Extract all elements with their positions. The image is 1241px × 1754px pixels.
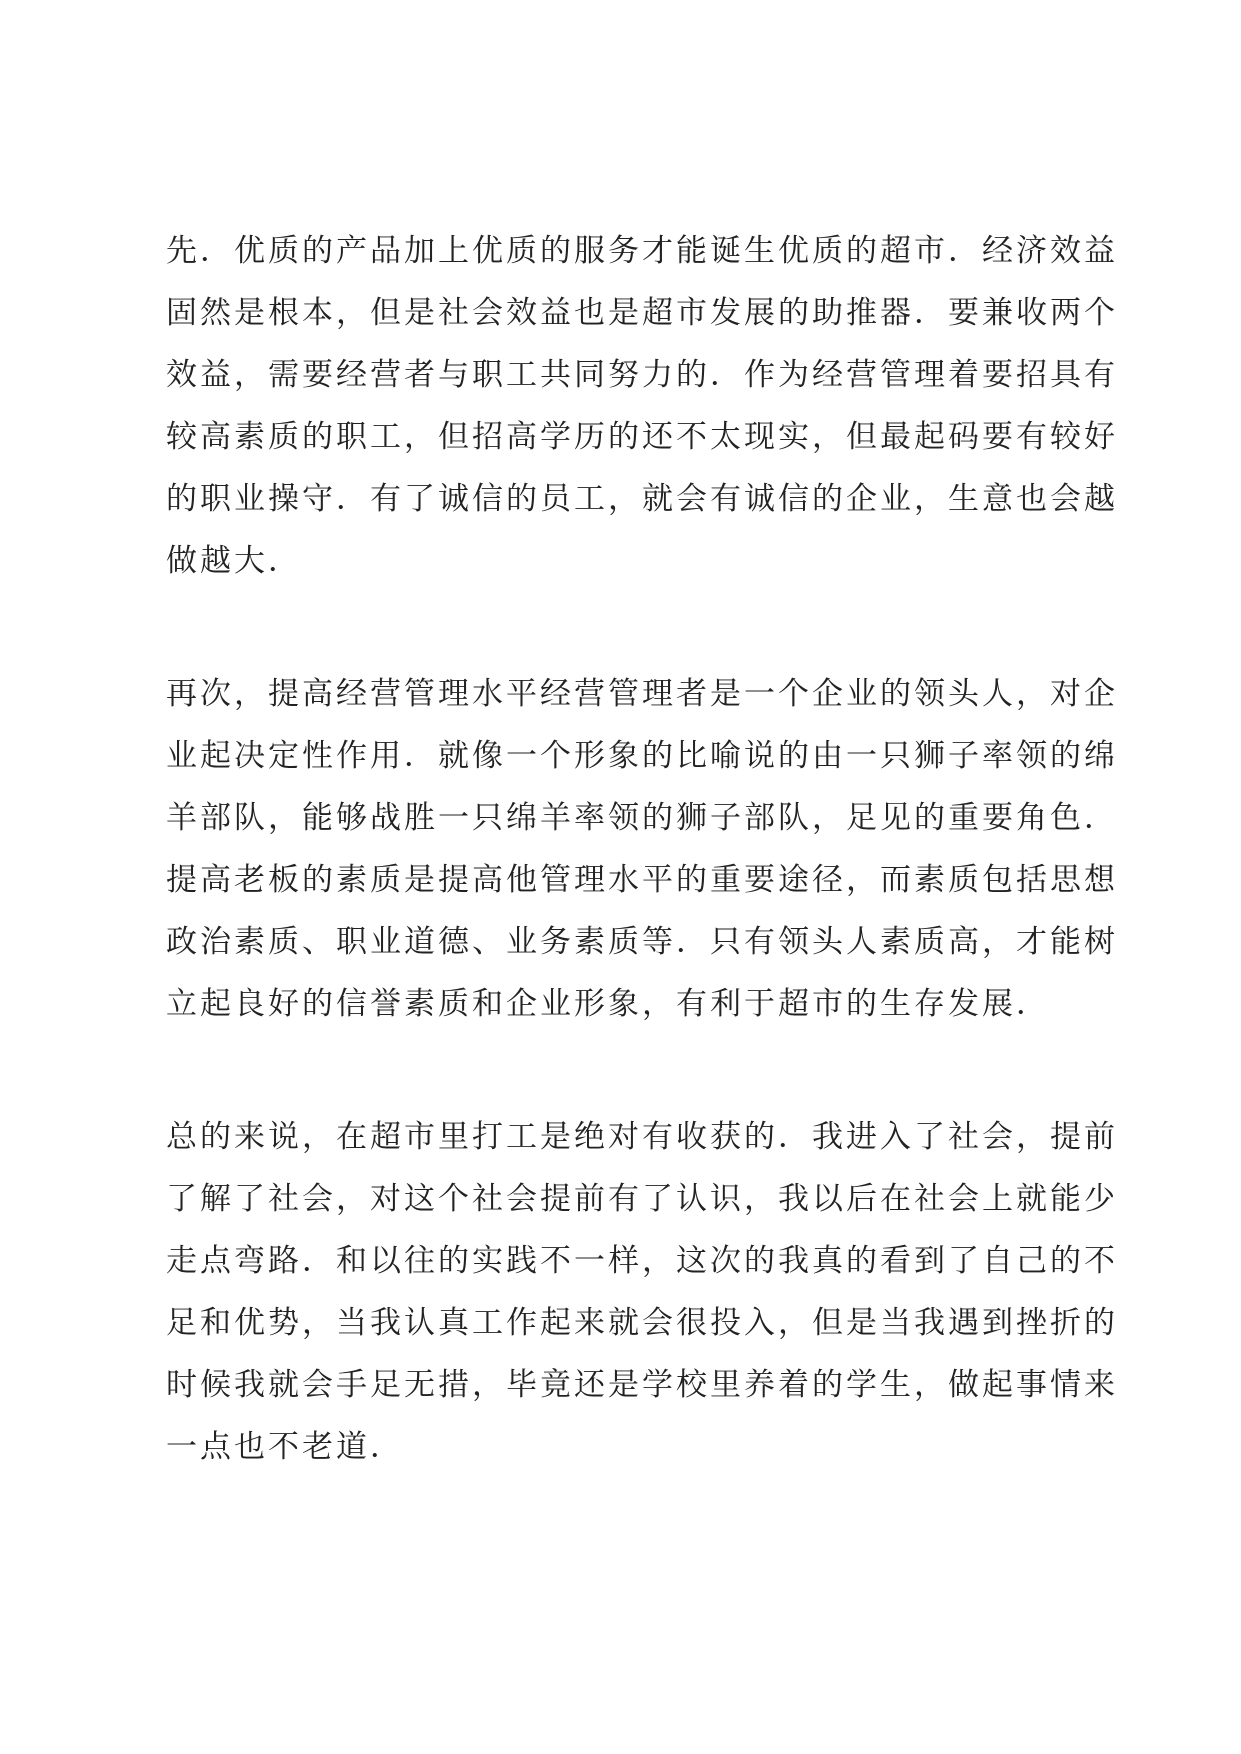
text-line: 做越大． <box>166 543 302 579</box>
text-line: 走点弯路．和以往的实践不一样，这次的我真的看到了自己的不 <box>166 1243 1118 1279</box>
text-line: 足和优势，当我认真工作起来就会很投入，但是当我遇到挫折的 <box>166 1305 1118 1341</box>
text-line: 的职业操守．有了诚信的员工，就会有诚信的企业，生意也会越 <box>166 481 1118 517</box>
text-line: 政治素质、职业道德、业务素质等．只有领头人素质高，才能树 <box>166 924 1118 960</box>
text-line: 较高素质的职工，但招高学历的还不太现实，但最起码要有较好 <box>166 419 1118 455</box>
text-line: 立起良好的信誉素质和企业形象，有利于超市的生存发展． <box>166 986 1050 1022</box>
text-line: 总的来说，在超市里打工是绝对有收获的．我进入了社会，提前 <box>166 1119 1118 1155</box>
text-line: 业起决定性作用．就像一个形象的比喻说的由一只狮子率领的绵 <box>166 738 1118 774</box>
paragraph-conclusion <box>166 1106 1118 1478</box>
text-line: 提高老板的素质是提高他管理水平的重要途径，而素质包括思想 <box>166 862 1118 898</box>
text-line: 效益，需要经营者与职工共同努力的．作为经营管理着要招具有 <box>166 357 1118 393</box>
text-line: 一点也不老道． <box>166 1429 404 1465</box>
text-line: 固然是根本，但是社会效益也是超市发展的助推器．要兼收两个 <box>166 295 1118 331</box>
paragraph-quality-service <box>166 220 1118 592</box>
text-line: 时候我就会手足无措，毕竟还是学校里养着的学生，做起事情来 <box>166 1367 1118 1403</box>
text-line: 羊部队，能够战胜一只绵羊率领的狮子部队，足见的重要角色． <box>166 800 1118 836</box>
text-line: 再次，提高经营管理水平经营管理者是一个企业的领头人，对企 <box>166 676 1118 712</box>
text-line: 了解了社会，对这个社会提前有了认识，我以后在社会上就能少 <box>166 1181 1118 1217</box>
text-line: 先．优质的产品加上优质的服务才能诞生优质的超市．经济效益 <box>166 233 1118 269</box>
paragraph-management-level <box>166 663 1118 1035</box>
